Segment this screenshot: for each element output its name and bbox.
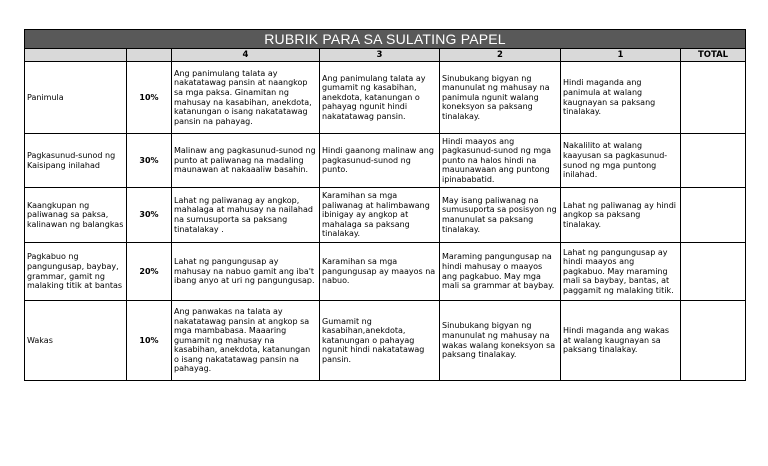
score-3-cell: Karamihan sa mga paliwanag at halimbawang ibinigay ay angkop at mahalaga sa paksang tinalakay. xyxy=(320,188,440,243)
total-cell[interactable] xyxy=(681,188,746,243)
weight-cell: 30% xyxy=(127,188,172,243)
table-row xyxy=(25,243,746,301)
score-3-cell: Gumamit ng kasabihan,anekdota, katanungan o pahayag ngunit hindi nakatatawag pansin. xyxy=(320,301,440,381)
score-3-cell: Karamihan sa mga pangungusap ay maayos na nabuo. xyxy=(320,243,440,301)
header-row xyxy=(25,49,746,62)
criterion-cell: Kaangkupan ng paliwanag sa paksa, kalinawan ng balangkas xyxy=(25,188,127,243)
score-4-cell: Lahat ng pangungusap ay mahusay na nabuo gamit ang iba't ibang anyo at uri ng pangungusap. xyxy=(172,243,320,301)
header-score-4: 4 xyxy=(172,49,320,62)
header-score-2: 2 xyxy=(440,49,561,62)
score-1-cell: Hindi maganda ang panimula at walang kaugnayan sa paksang tinalakay. xyxy=(561,62,681,134)
table-row xyxy=(25,188,746,243)
header-total: TOTAL xyxy=(681,49,746,62)
score-1-cell: Lahat ng pangungusap ay hindi maayos ang pagkabuo. May maraming mali sa baybay, bantas, at paggamit ng malaking titik. xyxy=(561,243,681,301)
score-4-cell: Ang panwakas na talata ay nakatatawag pansin at angkop sa mga mambabasa. Maaaring gumamit ng mahusay na kasabihan, anekdota, katanungan o isang nakatatawag pansin na pahayag. xyxy=(172,301,320,381)
header-weight xyxy=(127,49,172,62)
header-score-3: 3 xyxy=(320,49,440,62)
score-2-cell: Sinubukang bigyan ng manunulat ng mahusay na wakas walang koneksyon sa paksang tinalakay. xyxy=(440,301,561,381)
title-row xyxy=(25,30,746,49)
total-cell[interactable] xyxy=(681,301,746,381)
header-score-1: 1 xyxy=(561,49,681,62)
score-2-cell: Maraming pangungusap na hindi mahusay o maayos ang pagkabuo. May mga mali sa grammar at baybay. xyxy=(440,243,561,301)
weight-cell: 20% xyxy=(127,243,172,301)
table-title: RUBRIK PARA SA SULATING PAPEL xyxy=(25,30,746,49)
score-4-cell: Lahat ng paliwanag ay angkop, mahalaga at mahusay na nailahad na sumusuporta sa paksang tinatalakay . xyxy=(172,188,320,243)
score-3-cell: Hindi gaanong malinaw ang pagkasunud-sunod ng punto. xyxy=(320,134,440,188)
criterion-cell: Wakas xyxy=(25,301,127,381)
total-cell[interactable] xyxy=(681,134,746,188)
weight-cell: 30% xyxy=(127,134,172,188)
score-1-cell: Lahat ng paliwanag ay hindi angkop sa paksang tinalakay. xyxy=(561,188,681,243)
weight-cell: 10% xyxy=(127,301,172,381)
total-cell[interactable] xyxy=(681,62,746,134)
criterion-cell: Pagkabuo ng pangungusap, baybay, grammar, gamit ng malaking titik at bantas xyxy=(25,243,127,301)
score-4-cell: Ang panimulang talata ay nakatatawag pansin at naangkop sa mga paksa. Ginamitan ng mahusay na kasabihan, anekdota, katanungan o isang nakatatawag pansin na pahayag. xyxy=(172,62,320,134)
score-2-cell: May isang paliwanag na sumusuporta sa posisyon ng manunulat sa paksang tinalakay. xyxy=(440,188,561,243)
table-row xyxy=(25,134,746,188)
score-4-cell: Malinaw ang pagkasunud-sunod ng punto at paliwanag na madaling maunawan at nakaaaliw basahin. xyxy=(172,134,320,188)
table-row xyxy=(25,62,746,134)
criterion-cell: Panimula xyxy=(25,62,127,134)
table-row xyxy=(25,301,746,381)
criterion-cell: Pagkasunud-sunod ng Kaisipang inilahad xyxy=(25,134,127,188)
rubric-table xyxy=(24,29,746,381)
score-1-cell: Nakalilito at walang kaayusan sa pagkasunud-sunod ng mga puntong inilahad. xyxy=(561,134,681,188)
score-2-cell: Sinubukang bigyan ng manunulat ng mahusay na panimula ngunit walang koneksyon sa paksang tinalakay. xyxy=(440,62,561,134)
score-1-cell: Hindi maganda ang wakas at walang kaugnayan sa paksang tinalakay. xyxy=(561,301,681,381)
score-2-cell: Hindi maayos ang pagkasunud-sunod ng mga punto na halos hindi na mauunawaan ang puntong ipinababatid. xyxy=(440,134,561,188)
header-criterion xyxy=(25,49,127,62)
weight-cell: 10% xyxy=(127,62,172,134)
total-cell[interactable] xyxy=(681,243,746,301)
score-3-cell: Ang panimulang talata ay gumamit ng kasabihan, anekdota, katanungan o pahayag ngunit hindi nakatatawag pansin. xyxy=(320,62,440,134)
